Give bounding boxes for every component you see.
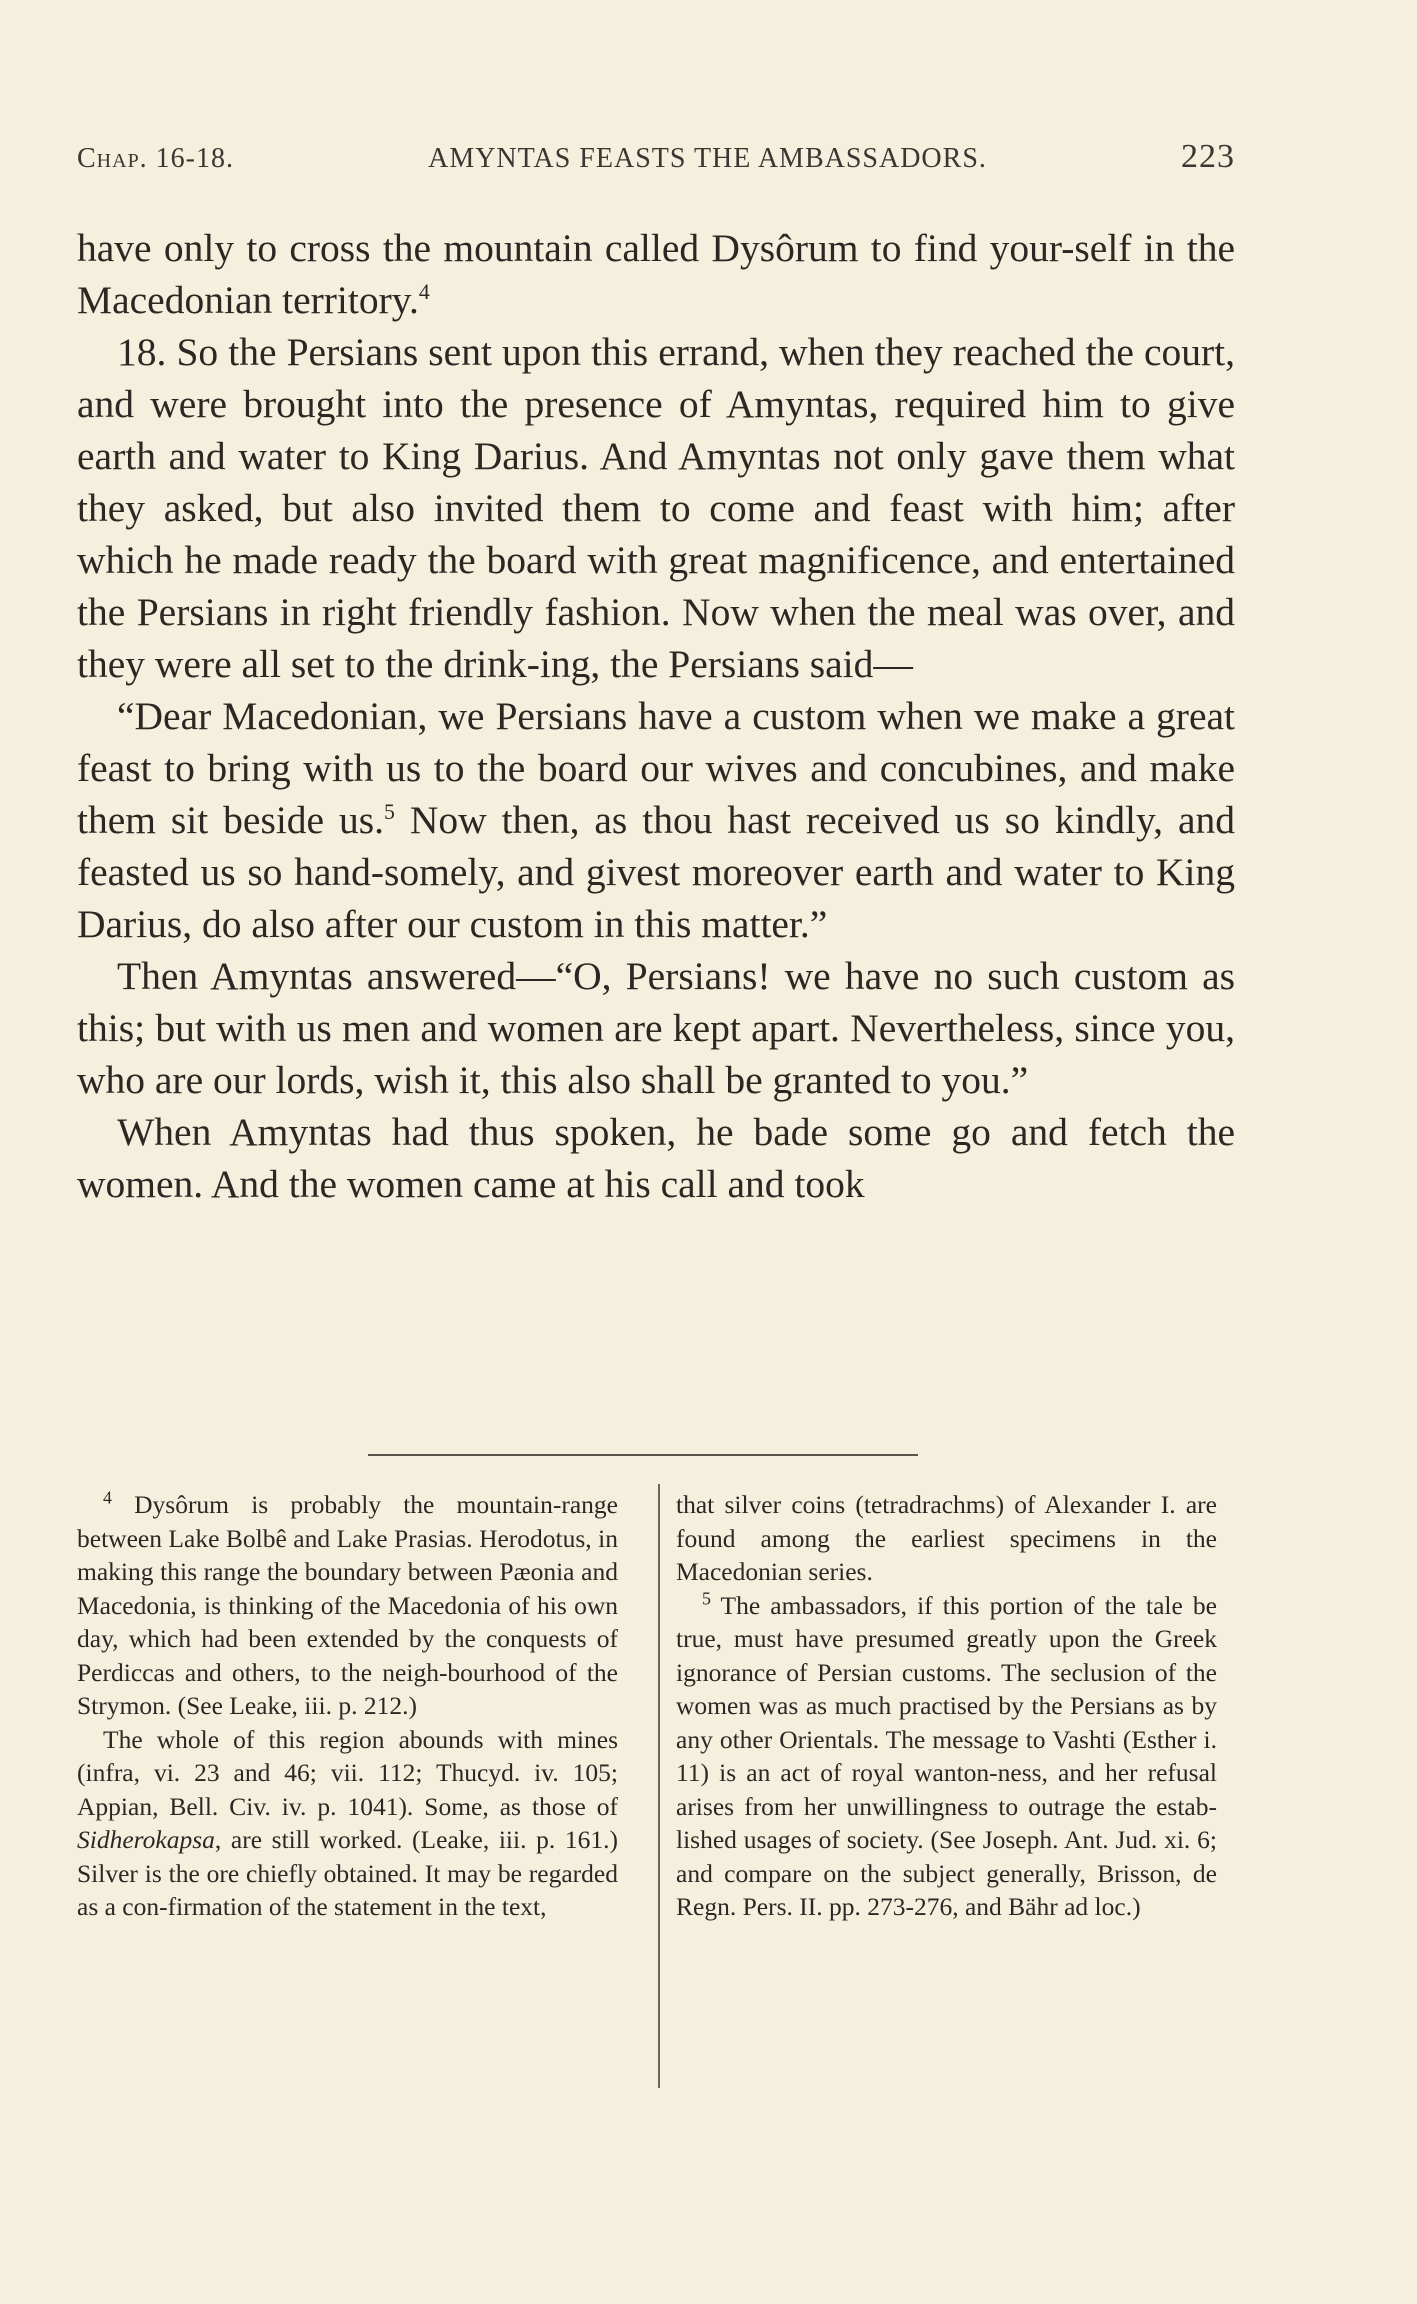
chapter-reference: Chap. 16-18.: [77, 143, 235, 174]
footnote-rule: [368, 1454, 918, 1456]
footnote-number: 4: [103, 1487, 112, 1508]
paragraph: [77, 690, 1235, 950]
footnote-ref: 4: [418, 279, 430, 304]
footnote: [676, 1589, 1217, 1924]
footnote: that silver coins (tetradrachms) of Alexander I. are found among the earliest specimens in the Macedonian series.: [676, 1490, 1217, 1586]
paragraph: 18. So the Persians sent upon this errand, when they reached the court, and were brought into the presence of Amyntas, required him to give earth and water to King Darius. And Amyntas not only gave them what they asked, but also invited them to come and feast with him; after which he made ready the board with great magnificence, and entertained the Persians in right friendly fashion. Now when the meal was over, and they were all set to the drink-ing, the Persians said—: [77, 330, 1235, 686]
paragraph: When Amyntas had thus spoken, he bade some go and fetch the women. And the women came at his call and took: [77, 1110, 1235, 1206]
footnotes-left-column: [77, 1488, 618, 1924]
paragraph: Then Amyntas answered—“O, Persians! we have no such custom as this; but with us men and women are kept apart. Nevertheless, since you, who are our lords, wish it, this also shall be granted to you.”: [77, 954, 1235, 1102]
paragraph: [77, 222, 1235, 326]
footnote: [77, 1723, 618, 1924]
paragraph-text: “Dear Macedonian, we Persians have a custom when we make a great feast to bring with us to the board our wives and concubines, and make them sit beside us.: [77, 694, 1235, 842]
footnote-text: Dysôrum is probably the mountain-range between Lake Bolbê and Lake Prasias. Herodotus, in making this range the boundary between Pæonia and Macedonia, is thinking of the Macedonia of his own day, which had been extended by the conquests of Perdiccas and others, to the neigh-bourhood of the Strymon. (See Leake, iii. p. 212.): [77, 1490, 618, 1720]
paragraph-text: Now then, as thou hast received us so kindly, and feasted us so hand-somely, and givest moreover earth and water to King Darius, do also after our custom in this matter.”: [77, 798, 1235, 946]
footnotes-right-column: [676, 1488, 1217, 1924]
footnote-text: The ambassadors, if this portion of the tale be true, must have presumed greatly upon the Greek ignorance of Persian customs. The seclusion of the women was as much practised by the Persians as by any other Orientals. The message to Vashti (Esther i. 11) is an act of royal wanton-ness, and her refusal arises from her unwillingness to outrage the estab-lished usages of society. (See Joseph. Ant. Jud. xi. 6; and compare on the subject generally, Brisson, de Regn. Pers. II. pp. 273-276, and Bähr ad loc.): [676, 1590, 1217, 1921]
footnote-text: , are still worked. (Leake, iii. p. 161.) Silver is the ore chiefly obtained. It may be regarded as a con-firmation of the statement in the text,: [77, 1825, 618, 1921]
page-title: AMYNTAS FEASTS THE AMBASSADORS.: [428, 143, 987, 174]
main-text: [77, 222, 1235, 1210]
paragraph-text: have only to cross the mountain called Dysôrum to find your-self in the Macedonian territory.: [77, 226, 1235, 322]
footnote-number: 5: [702, 1588, 711, 1608]
page-number: 223: [1180, 138, 1235, 175]
footnote-text: The whole of this region abounds with mines (infra, vi. 23 and 46; vii. 112; Thucyd. iv. 105; Appian, Bell. Civ. iv. p. 1041). Some, as those of: [77, 1724, 618, 1821]
footnote: [77, 1488, 618, 1723]
footnote-ref: 5: [384, 799, 395, 824]
footnote-italic: Sidherokapsa: [77, 1825, 215, 1854]
column-divider: [658, 1484, 660, 2088]
running-head: [77, 138, 1235, 178]
